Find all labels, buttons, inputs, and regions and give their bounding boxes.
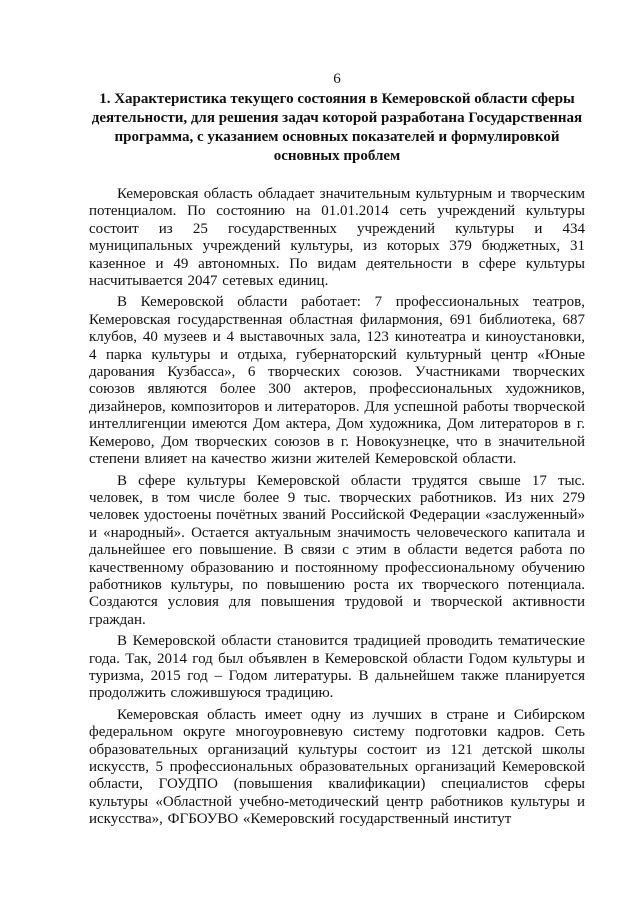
paragraph-5: Кемеровская область имеет одну из лучших в стране и Сибирском федеральном округе многоуровневую систему подготовки кадров. Сеть образовательных организаций культуры состоит из 121 детской школы искусств, 5 профессиональных образовательных организаций Кемеровской области, ГОУДПО (повышения квалификации) специалистов сферы культуры «Областной учебно-методический центр работников культуры и искусства», ФГБОУВО «Кемеровский государственный институт <box>89 706 585 828</box>
paragraph-3: В сфере культуры Кемеровской области трудятся свыше 17 тыс. человек, в том числе более 9 тыс. творческих работников. Из них 279 человек удостоены почётных званий Российской Федерации «заслуженный» и «народный». Остается актуальным значимость человеческого капитала и дальнейшее его повышение. В связи с этим в области ведется работа по качественному образованию и постоянному профессиональному обучению работников культуры, по повышению роста их творческого потенциала. Создаются условия для повышения трудовой и творческой активности граждан. <box>89 472 585 628</box>
section-heading: 1. Характеристика текущего состояния в Кемеровской области сферы деятельности, для решения задач которой разработана Государственная программа, с указанием основных показателей и формулировкой основных проблем <box>91 91 583 164</box>
document-page <box>89 70 585 833</box>
paragraph-2: В Кемеровской области работает: 7 профессиональных театров, Кемеровская государственная областная филармония, 691 библиотека, 687 клубов, 40 музеев и 4 выставочных зала, 123 кинотеатра и киноустановки, 4 парка культуры и отдыха, губернаторский культурный центр «Юные дарования Кузбасса», 6 творческих союзов. Участниками творческих союзов являются более 300 актеров, профессиональных художников, дизайнеров, композиторов и литераторов. Для успешной работы творческой интеллигенции имеются Дом актера, Дом художника, Дом литераторов в г. Кемерово, Дом творческих союзов в г. Новокузнецке, что в значительной степени влияет на качество жизни жителей Кемеровской области. <box>89 294 585 468</box>
paragraph-4: В Кемеровской области становится традицией проводить тематические года. Так, 2014 год был объявлен в Кемеровской области Годом культуры и туризма, 2015 год – Годом литературы. В дальнейшем также планируется продолжить сложившуюся традицию. <box>89 633 585 702</box>
paragraph-1: Кемеровская область обладает значительным культурным и творческим потенциалом. По состоянию на 01.01.2014 сеть учреждений культуры состоит из 25 государственных учреждений культуры и 434 муниципальных учреждений культуры, из которых 379 бюджетных, 31 казенное и 49 автономных. По видам деятельности в сфере культуры насчитывается 2047 сетевых единиц. <box>89 186 585 290</box>
page-number: 6 <box>333 71 341 87</box>
